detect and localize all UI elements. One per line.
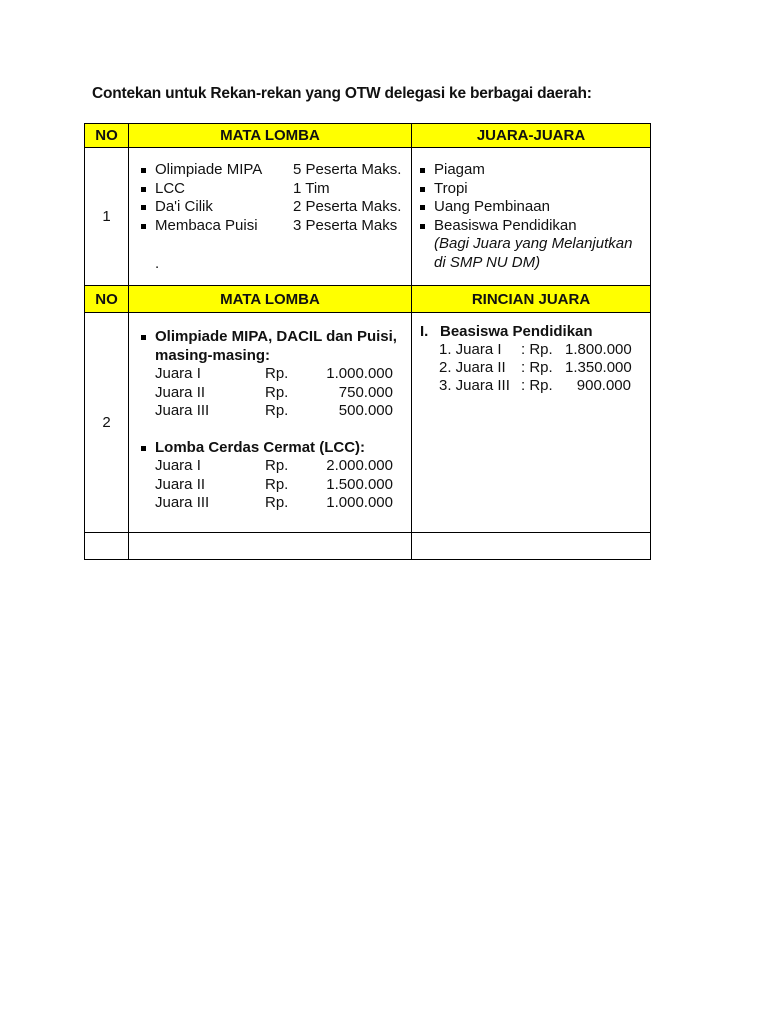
list-item: Piagam bbox=[412, 161, 650, 180]
rincian-heading bbox=[420, 322, 650, 341]
lomba-name: LCC bbox=[155, 179, 186, 197]
rincian-currency: : Rp. bbox=[521, 377, 553, 394]
lomba-list bbox=[129, 161, 411, 235]
prize-currency: Rp. bbox=[265, 383, 289, 401]
prize-row bbox=[129, 494, 411, 513]
lomba-quota: 2 Peserta Maks. bbox=[293, 198, 402, 215]
table-row-1 bbox=[85, 148, 651, 286]
list-item: Beasiswa Pendidikan bbox=[412, 217, 650, 236]
list-item bbox=[129, 198, 411, 217]
row-number: 1 bbox=[85, 148, 129, 286]
prize-row bbox=[129, 476, 411, 495]
rincian-currency: : Rp. bbox=[521, 359, 553, 376]
prize-list-cell bbox=[412, 148, 651, 286]
rincian-amount: 1.350.000 bbox=[565, 359, 632, 376]
spacer bbox=[129, 421, 411, 439]
lomba-quota: 3 Peserta Maks bbox=[293, 216, 398, 234]
header-mata-lomba: MATA LOMBA bbox=[129, 286, 412, 313]
page-title: Contekan untuk Rekan-rekan yang OTW delegasi ke berbagai daerah: bbox=[92, 85, 592, 102]
header-no: NO bbox=[85, 286, 129, 313]
rincian-currency: : Rp. bbox=[521, 341, 553, 358]
rincian-label: 1. Juara I bbox=[439, 341, 502, 358]
rincian-row bbox=[420, 341, 650, 359]
prize-amount: 1.000.000 bbox=[326, 365, 393, 382]
rincian-label: 2. Juara II bbox=[439, 359, 506, 376]
prize-label: Juara III bbox=[155, 494, 210, 511]
prize-currency: Rp. bbox=[265, 494, 289, 511]
scholarship-note-line2: di SMP NU DM) bbox=[434, 253, 541, 271]
table-row-empty bbox=[85, 533, 651, 560]
list-item bbox=[129, 161, 411, 180]
prize-amount: 1.000.000 bbox=[326, 494, 393, 511]
list-item: Uang Pembinaan bbox=[412, 198, 650, 217]
prize-label: Juara III bbox=[155, 402, 210, 419]
list-item bbox=[129, 180, 411, 199]
lomba-quota: 1 Tim bbox=[293, 179, 330, 197]
rincian-amount: 900.000 bbox=[576, 377, 631, 394]
header-no: NO bbox=[85, 124, 129, 148]
roman-numeral: I. bbox=[420, 323, 429, 340]
section-olimpiade-title bbox=[129, 328, 411, 365]
prize-label: Juara II bbox=[155, 383, 206, 401]
competition-table bbox=[84, 123, 651, 560]
lomba-name: Membaca Puisi bbox=[155, 216, 258, 234]
prize-currency: Rp. bbox=[265, 402, 289, 419]
table-header-row-2 bbox=[85, 286, 651, 313]
section-title-line: Olimpiade MIPA, DACIL dan Puisi, bbox=[155, 328, 397, 345]
empty-cell bbox=[85, 533, 129, 560]
header-juara-juara: JUARA-JUARA bbox=[412, 124, 651, 148]
list-item bbox=[129, 217, 411, 236]
section-list bbox=[129, 439, 411, 458]
prize-row bbox=[129, 384, 411, 403]
prize-currency: Rp. bbox=[265, 457, 289, 474]
rincian-title: Beasiswa Pendidikan bbox=[440, 323, 593, 340]
empty-cell bbox=[129, 533, 412, 560]
prize-money-cell bbox=[129, 313, 412, 533]
prize-amount: 500.000 bbox=[338, 402, 393, 419]
prize-label: Juara I bbox=[155, 457, 201, 474]
section-title-line: masing-masing: bbox=[155, 346, 271, 364]
section-lcc-title: Lomba Cerdas Cermat (LCC): bbox=[129, 439, 411, 458]
rincian-amount: 1.800.000 bbox=[565, 341, 632, 358]
prize-row bbox=[129, 402, 411, 421]
header-mata-lomba: MATA LOMBA bbox=[129, 124, 412, 148]
prize-amount: 750.000 bbox=[338, 383, 393, 401]
rincian-label: 3. Juara III bbox=[439, 377, 510, 394]
prize-currency: Rp. bbox=[265, 365, 289, 382]
rincian-juara-cell bbox=[412, 313, 651, 533]
prize-row bbox=[129, 457, 411, 476]
row-number: 2 bbox=[85, 313, 129, 533]
rincian-row bbox=[420, 377, 650, 395]
stray-dot: . bbox=[155, 255, 160, 272]
table-row-2 bbox=[85, 313, 651, 533]
prize-list bbox=[412, 161, 650, 235]
prize-currency: Rp. bbox=[265, 475, 289, 493]
prize-amount: 2.000.000 bbox=[326, 457, 393, 474]
prize-label: Juara I bbox=[155, 365, 201, 382]
scholarship-note-line1: (Bagi Juara yang Melanjutkan bbox=[434, 235, 633, 252]
rincian-row bbox=[420, 359, 650, 377]
list-item: Tropi bbox=[412, 180, 650, 199]
lomba-quota: 5 Peserta Maks. bbox=[293, 161, 402, 178]
lomba-name: Da'i Cilik bbox=[155, 198, 213, 215]
section-list bbox=[129, 328, 411, 365]
prize-row bbox=[129, 365, 411, 384]
table-header-row-1 bbox=[85, 124, 651, 148]
prize-amount: 1.500.000 bbox=[326, 475, 393, 493]
header-rincian-juara: RINCIAN JUARA bbox=[412, 286, 651, 313]
lomba-list-cell bbox=[129, 148, 412, 286]
empty-cell bbox=[412, 533, 651, 560]
lomba-name: Olimpiade MIPA bbox=[155, 161, 263, 178]
prize-label: Juara II bbox=[155, 475, 206, 493]
